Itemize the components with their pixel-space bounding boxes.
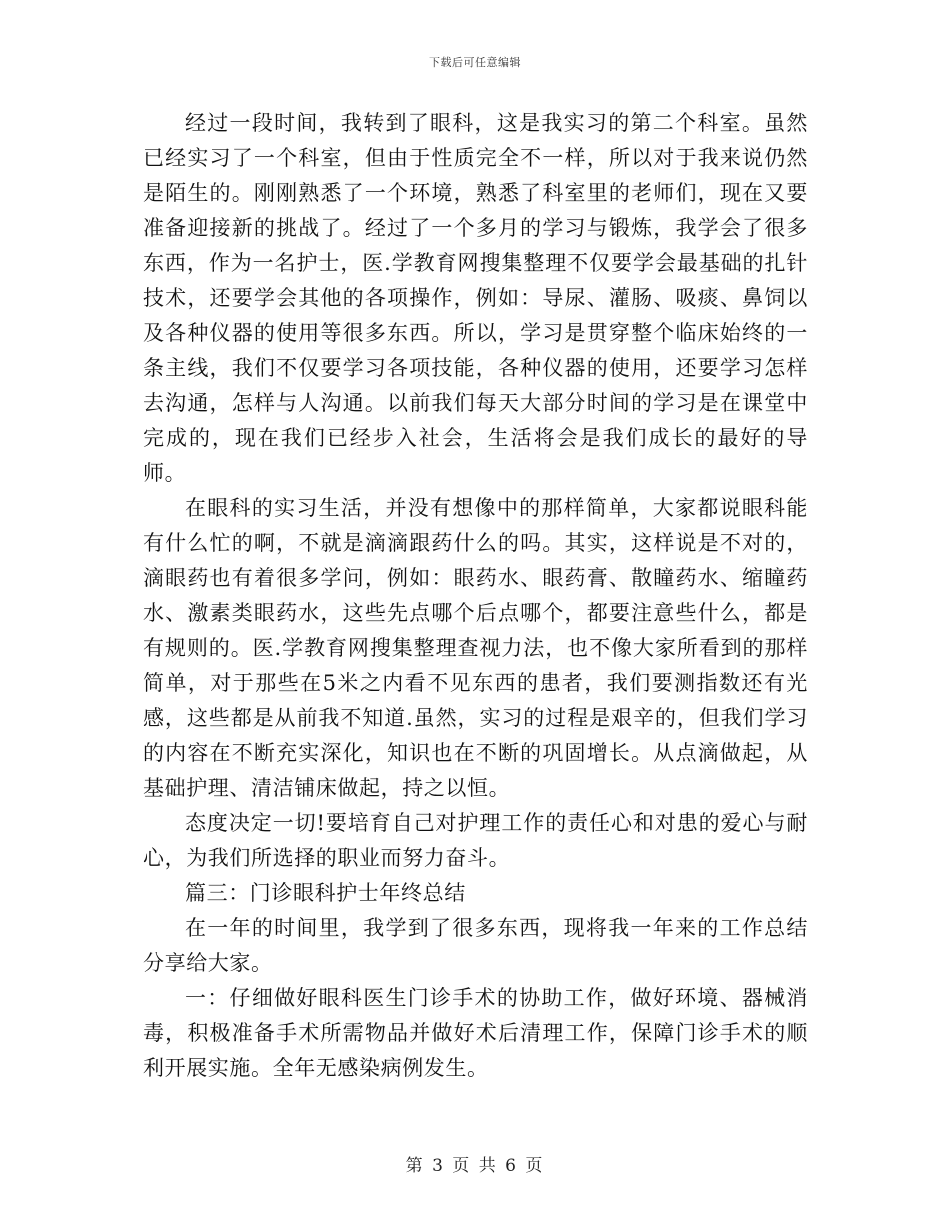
document-body bbox=[143, 106, 808, 1086]
paragraph-item-one: 一：仔细做好眼科医生门诊手术的协助工作，做好环境、器械消毒，积极准备手术所需物品并做好术后清理工作，保障门诊手术的顺利开展实施。全年无感染病例发生。 bbox=[143, 986, 808, 1080]
paragraph-year-summary-intro: 在一年的时间里，我学到了很多东西，现将我一年来的工作总结分享给大家。 bbox=[143, 916, 808, 975]
paragraph-eye-department-practice: 在眼科的实习生活，并没有想像中的那样简单，大家都说眼科能有什么忙的啊，不就是滴滴跟药什么的吗。其实，这样说是不对的，滴眼药也有着很多学问，例如：眼药水、眼药膏、散瞳药水、缩瞳药水、激素类眼药水，这些先点哪个后点哪个，都要注意些什么，都是有规则的。医.学教育网搜集整理查视力法，也不像大家所看到的那样简单，对于那些在5米之内看不见东西的患者，我们要测指数还有光感，这些都是从前我不知道.虽然，实习的过程是艰辛的，但我们学习的内容在不断充实深化，知识也在不断的巩固增长。从点滴做起，从基础护理、清洁铺床做起，持之以恒。 bbox=[143, 496, 808, 800]
section-heading: 篇三：门诊眼科护士年终总结 bbox=[185, 881, 466, 905]
paragraph-attitude: 态度决定一切!要培育自己对护理工作的责任心和对患的爱心与耐心，为我们所选择的职业而努力奋斗。 bbox=[143, 811, 808, 870]
page-header: 下载后可任意编辑 bbox=[429, 56, 521, 69]
page-number: 第 3 页 共 6 页 bbox=[405, 1156, 545, 1176]
paragraph-eye-department-intro: 经过一段时间，我转到了眼科，这是我实习的第二个科室。虽然已经实习了一个科室，但由于性质完全不一样，所以对于我来说仍然是陌生的。刚刚熟悉了一个环境，熟悉了科室里的老师们，现在又要准备迎接新的挑战了。经过了一个多月的学习与锻炼，我学会了很多东西，作为一名护士，医.学教育网搜集整理不仅要学会最基础的扎针技术，还要学会其他的各项操作，例如：导尿、灌肠、吸痰、鼻饲以及各种仪器的使用等很多东西。所以，学习是贯穿整个临床始终的一条主线，我们不仅要学习各项技能，各种仪器的使用，还要学习怎样去沟通，怎样与人沟通。以前我们每天大部分时间的学习是在课堂中完成的，现在我们已经步入社会，生活将会是我们成长的最好的导师。 bbox=[143, 111, 808, 485]
